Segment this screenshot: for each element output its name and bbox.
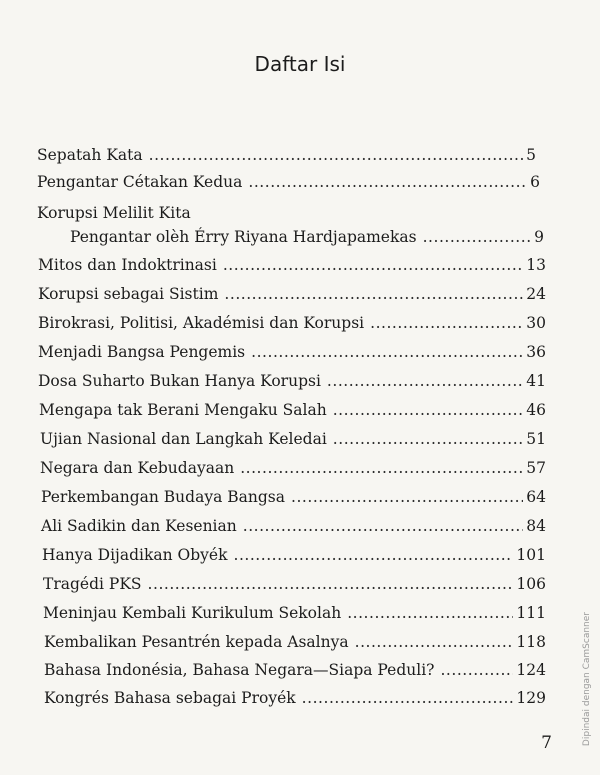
toc-entry-title: Bahasa Indonésia, Bahasa Negara—Siapa Peduli?: [44, 661, 435, 679]
toc-entry-title: Korupsi Melilit Kita: [37, 204, 191, 222]
toc-entry-page: 124: [516, 661, 546, 679]
leader-dots: [333, 429, 523, 449]
leader-dots: [251, 342, 523, 362]
leader-dots: [233, 545, 513, 565]
toc-entry-title: Negara dan Kebudayaan: [40, 459, 235, 477]
leader-dots: [423, 227, 532, 247]
toc-entry-title: Ali Sadikin dan Kesenian: [41, 517, 237, 535]
toc-entry: [38, 313, 546, 333]
page-title: Daftar Isi: [254, 52, 346, 76]
toc-entry-page: 64: [526, 488, 546, 506]
toc-entry: [41, 487, 546, 507]
toc-entry-page: 51: [526, 430, 546, 448]
toc-entry: [43, 603, 546, 623]
toc-entry-title: Meninjau Kembali Kurikulum Sekolah: [43, 604, 342, 622]
toc-entry: [37, 172, 540, 192]
leader-dots: [243, 516, 524, 536]
toc-entry-page: 6: [530, 173, 540, 191]
toc-entry: [44, 632, 546, 652]
toc-entry-title: Kongrés Bahasa sebagai Proyék: [44, 689, 296, 707]
toc-entry-page: 111: [516, 604, 546, 622]
toc-entry: [40, 429, 546, 449]
leader-dots: [355, 632, 514, 652]
toc-entry: [38, 284, 546, 304]
toc-entry: [70, 227, 544, 247]
toc-entry-page: 129: [516, 689, 546, 707]
toc-entry-page: 46: [526, 401, 546, 419]
toc-entry-page: 24: [526, 285, 546, 303]
toc-entry-title: Sepatah Kata: [37, 146, 143, 164]
toc-entry-page: 41: [526, 372, 546, 390]
toc-entry: [41, 516, 546, 536]
page-number: 7: [541, 733, 552, 753]
toc-entry-page: 57: [526, 459, 546, 477]
toc-entry: [44, 688, 546, 708]
toc-entry-title: Mitos dan Indoktrinasi: [38, 256, 217, 274]
toc-entry-page: 84: [526, 517, 546, 535]
leader-dots: [223, 255, 523, 275]
toc-entry: [37, 145, 536, 165]
toc-entry-title: Dosa Suharto Bukan Hanya Korupsi: [38, 372, 321, 390]
toc-entry-page: 106: [516, 575, 546, 593]
toc-entry-title: Hanya Dijadikan Obyék: [42, 546, 228, 564]
toc-entry: [42, 545, 546, 565]
leader-dots: [327, 371, 523, 391]
toc-entry-page: 9: [534, 228, 544, 246]
toc-entry-title: Perkembangan Budaya Bangsa: [41, 488, 285, 506]
toc-entry-page: 30: [526, 314, 546, 332]
toc-entry-title: Mengapa tak Berani Mengaku Salah: [39, 401, 327, 419]
scanner-watermark: Dipindai dengan CamScanner: [582, 612, 592, 747]
toc-entry-title: Birokrasi, Politisi, Akadémisi dan Korupsi: [38, 314, 365, 332]
toc-entry-title: Pengantar Cétakan Kedua: [37, 173, 243, 191]
toc-entry-title: Ujian Nasional dan Langkah Keledai: [40, 430, 327, 448]
toc-entry: [38, 371, 546, 391]
toc-entry: [38, 255, 546, 275]
toc-entry: [43, 574, 546, 594]
toc-entry-title: Pengantar olèh Érry Riyana Hardjapamekas: [70, 228, 417, 246]
toc-entry-title: Kembalikan Pesantrén kepada Asalnya: [44, 633, 349, 651]
toc-entry: [40, 458, 546, 478]
toc-entry-page: 5: [526, 146, 536, 164]
leader-dots: [148, 574, 514, 594]
toc-entry-title: Korupsi sebagai Sistim: [38, 285, 219, 303]
leader-dots: [248, 172, 527, 192]
toc-entry-title: Menjadi Bangsa Pengemis: [38, 343, 246, 361]
toc-entry: [39, 400, 546, 420]
toc-entry-page: 118: [516, 633, 546, 651]
toc-entry: [38, 342, 546, 362]
toc-entry-title: Tragédi PKS: [43, 575, 142, 593]
toc-entry: [44, 660, 546, 680]
toc-entry-page: 13: [526, 256, 546, 274]
leader-dots: [291, 487, 523, 507]
leader-dots: [347, 603, 513, 623]
toc-entry-page: 36: [526, 343, 546, 361]
leader-dots: [149, 145, 524, 165]
leader-dots: [240, 458, 523, 478]
leader-dots: [224, 284, 523, 304]
toc-entry-page: 101: [516, 546, 546, 564]
leader-dots: [333, 400, 524, 420]
leader-dots: [302, 688, 514, 708]
leader-dots: [370, 313, 523, 333]
leader-dots: [440, 660, 513, 680]
